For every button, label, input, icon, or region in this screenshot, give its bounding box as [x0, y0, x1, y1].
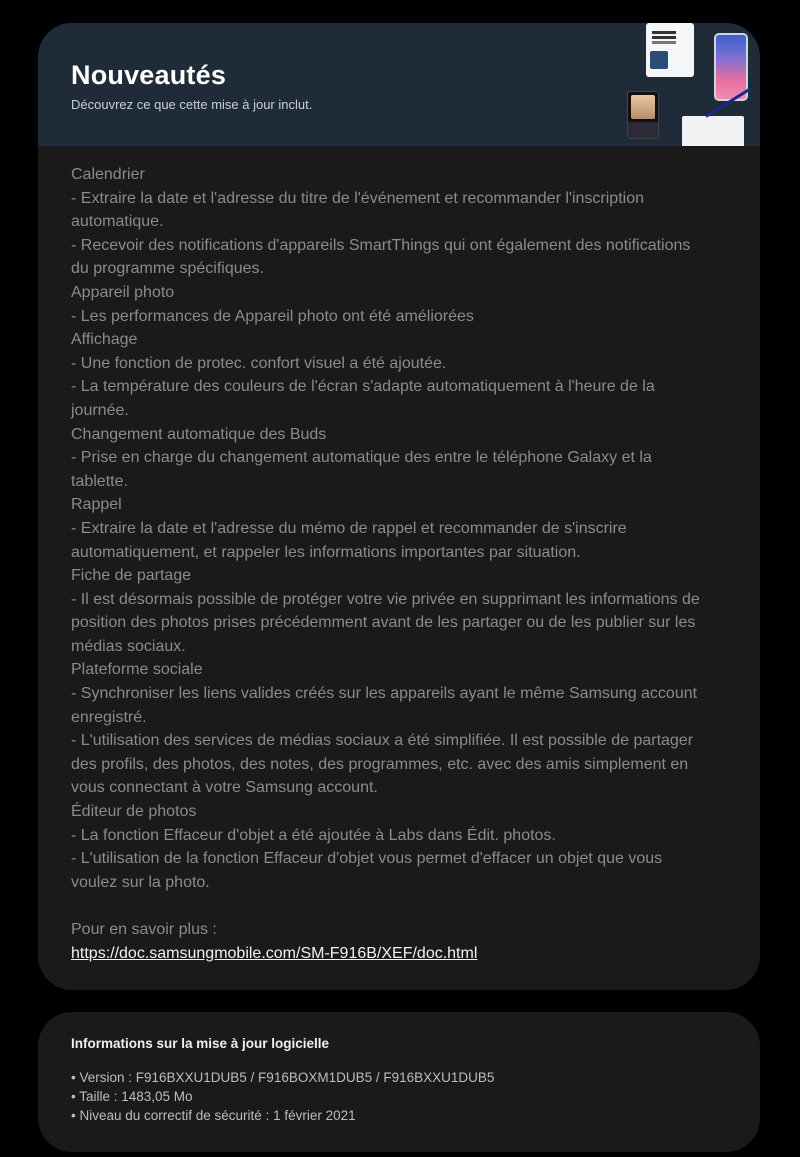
note-line: vous connectant à votre Samsung account.	[71, 779, 378, 797]
note-line: - La température des couleurs de l'écran s'adapte automatiquement à l'heure de la	[71, 378, 655, 396]
note-line: - L'utilisation de la fonction Effaceur d'objet vous permet d'effacer un objet que vous	[71, 850, 663, 868]
size-info: • Taille : 1483,05 Mo	[71, 1089, 193, 1104]
spacer	[71, 894, 731, 918]
note-line: - Prise en charge du changement automatique des entre le téléphone Galaxy et la	[71, 449, 652, 467]
note-line: Affichage	[71, 331, 138, 349]
version-info: • Version : F916BXXU1DUB5 / F916BOXM1DUB5 / F916BXXU1DUB5	[71, 1070, 495, 1085]
learn-more-label: Pour en savoir plus :	[71, 921, 217, 938]
note-line: - La fonction Effaceur d'objet a été ajoutée à Labs dans Édit. photos.	[71, 826, 556, 844]
note-line: - Recevoir des notifications d'appareils SmartThings qui ont également des notifications	[71, 236, 691, 254]
whats-new-header	[38, 23, 760, 146]
note-line: - L'utilisation des services de médias sociaux a été simplifiée. Il est possible de partager	[71, 732, 694, 750]
tablet-illustration	[646, 23, 694, 77]
foldable-phone-illustration	[627, 91, 659, 139]
security-patch-info: • Niveau du correctif de sécurité : 1 février 2021	[71, 1108, 356, 1123]
note-line: Changement automatique des Buds	[71, 425, 327, 443]
note-line: - Synchroniser les liens valides créés sur les appareils ayant le même Samsung account	[71, 685, 698, 703]
note-line: voulez sur la photo.	[71, 873, 210, 891]
note-line: Plateforme sociale	[71, 661, 203, 679]
note-line: du programme spécifiques.	[71, 260, 264, 278]
note-line: des profils, des photos, des notes, des programmes, etc. avec des amis simplement en	[71, 755, 689, 773]
release-notes	[71, 163, 731, 965]
page-title: Nouveautés	[71, 60, 227, 90]
note-line: position des photos prises précédemment avant de les partager ou de les publier sur les	[71, 614, 696, 632]
note-line: journée.	[71, 401, 129, 419]
note-line: tablette.	[71, 472, 128, 490]
whats-new-card	[38, 23, 760, 990]
note-line: - Il est désormais possible de protéger votre vie privée en supprimant les informations de	[71, 590, 700, 608]
note-line: Appareil photo	[71, 283, 175, 301]
note-line: Éditeur de photos	[71, 803, 197, 821]
note-line: - Extraire la date et l'adresse du mémo de rappel et recommander de s'inscrire	[71, 519, 627, 537]
note-line: Calendrier	[71, 166, 145, 183]
tablet-pen-illustration	[682, 116, 744, 146]
note-line: automatiquement, et rappeler les informations importantes par situation.	[71, 543, 581, 561]
note-line: - Les performances de Appareil photo ont été améliorées	[71, 307, 474, 325]
update-info-card	[38, 1012, 760, 1152]
note-line: Rappel	[71, 496, 122, 514]
note-line: enregistré.	[71, 708, 147, 726]
note-line: automatique.	[71, 213, 164, 231]
note-line: - Extraire la date et l'adresse du titre de l'événement et recommander l'inscription	[71, 189, 644, 207]
documentation-link[interactable]: https://doc.samsungmobile.com/SM-F916B/XEF/doc.html	[71, 944, 478, 962]
note-line: - Une fonction de protec. confort visuel a été ajoutée.	[71, 354, 447, 372]
update-info-list	[71, 1068, 494, 1125]
note-line: Fiche de partage	[71, 567, 192, 585]
note-line: médias sociaux.	[71, 637, 186, 655]
update-info-title: Informations sur la mise à jour logicielle	[71, 1036, 330, 1051]
page-subtitle: Découvrez ce que cette mise à jour inclut.	[71, 97, 313, 112]
